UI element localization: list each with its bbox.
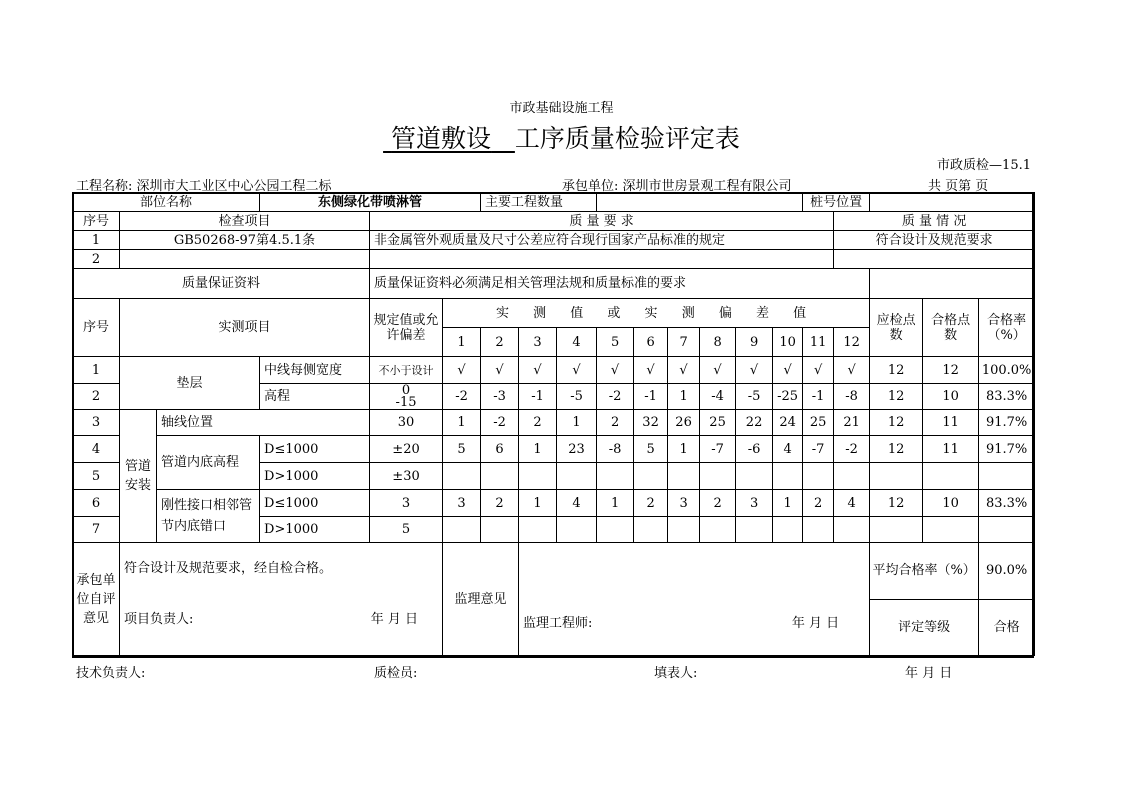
measured-value: 32	[634, 410, 668, 436]
measured-value: 25	[803, 410, 834, 436]
measured-value	[443, 463, 481, 490]
contractor-opinion-date: 年 月 日	[370, 612, 419, 627]
measured-value: 25	[700, 410, 736, 436]
measured-value	[557, 517, 597, 543]
col-number: 1	[443, 328, 481, 357]
footer-qc: 质检员:	[374, 666, 418, 681]
doc-req: 质量保证资料必须满足相关管理法规和质量标准的要求	[370, 269, 870, 299]
col-no: 序号	[73, 212, 120, 231]
col-quality-req: 质 量 要 求	[370, 212, 834, 231]
contractor-opinion	[120, 543, 443, 656]
measured-value	[519, 517, 557, 543]
measure-no: 4	[73, 436, 120, 463]
measured-value: √	[668, 357, 700, 384]
measure-subitem: 刚性接口相邻管节内底错口	[157, 490, 260, 543]
col-number: 4	[557, 328, 597, 357]
quantity-value[interactable]	[597, 193, 803, 212]
grade-value: 合格	[979, 599, 1035, 656]
col-number: 6	[634, 328, 668, 357]
measured-value: 1	[773, 490, 803, 517]
measured-value: -8	[834, 384, 870, 410]
col-tolerance: 规定值或允许偏差	[370, 299, 443, 357]
measured-value	[481, 463, 519, 490]
measure-condition: D≤1000	[260, 490, 370, 517]
col-check-item: 检查项目	[120, 212, 370, 231]
should-check-count: 12	[870, 410, 923, 436]
measured-value: 1	[519, 490, 557, 517]
check-row	[73, 231, 1035, 250]
measured-value: -2	[481, 410, 519, 436]
col-number: 9	[736, 328, 773, 357]
avg-pass-rate-label: 平均合格率（%）	[870, 543, 979, 600]
check-status: 符合设计及规范要求	[834, 231, 1035, 250]
measured-value: √	[736, 357, 773, 384]
measured-value: 2	[481, 490, 519, 517]
pass-count: 11	[923, 410, 979, 436]
measure-tolerance: ±20	[370, 436, 443, 463]
check-no: 1	[73, 231, 120, 250]
measured-value: 3	[443, 490, 481, 517]
measure-tolerance: 5	[370, 517, 443, 543]
measure-condition: D>1000	[260, 517, 370, 543]
measured-value: 26	[668, 410, 700, 436]
measured-value: 24	[773, 410, 803, 436]
measure-row	[73, 436, 1035, 463]
measured-value: √	[834, 357, 870, 384]
measure-condition: D>1000	[260, 463, 370, 490]
measured-value: √	[803, 357, 834, 384]
footer-tech-lead: 技术负责人:	[76, 666, 146, 681]
measured-value	[519, 463, 557, 490]
measured-value: √	[557, 357, 597, 384]
avg-pass-rate-value: 90.0%	[979, 543, 1035, 600]
contractor-opinion-text: 符合设计及规范要求，经自检合格。	[124, 561, 333, 576]
col-number: 5	[597, 328, 634, 357]
measure-row	[73, 490, 1035, 517]
footer-date: 年 月 日	[905, 666, 953, 681]
pass-count: 12	[923, 357, 979, 384]
supervisor-opinion-date: 年 月 日	[791, 616, 840, 631]
measured-value: 1	[668, 436, 700, 463]
col-pass-rate: 合格率（%）	[979, 299, 1035, 357]
pass-count: 11	[923, 436, 979, 463]
measured-value: √	[700, 357, 736, 384]
measured-value: -2	[443, 384, 481, 410]
measured-value: 4	[834, 490, 870, 517]
pass-count	[923, 463, 979, 490]
contractor-opinion-label: 承包单位自评意见	[73, 543, 120, 656]
measured-value: √	[443, 357, 481, 384]
supervisor-opinion-label: 监理意见	[443, 543, 519, 656]
doc-label: 质量保证资料	[73, 269, 370, 299]
measure-subitem: 高程	[260, 384, 370, 410]
grade-label: 评定等级	[870, 599, 979, 656]
measured-value: 1	[557, 410, 597, 436]
measured-value: 1	[668, 384, 700, 410]
measured-value: -7	[803, 436, 834, 463]
measured-value: 1	[443, 410, 481, 436]
measure-condition: D≤1000	[260, 436, 370, 463]
part-value: 东侧绿化带喷淋管	[260, 193, 481, 212]
stake-label: 桩号位置	[803, 193, 870, 212]
measured-value	[668, 463, 700, 490]
should-check-count: 12	[870, 436, 923, 463]
measure-tolerance: 3	[370, 490, 443, 517]
measured-value	[834, 463, 870, 490]
measured-value: 23	[557, 436, 597, 463]
col-number: 10	[773, 328, 803, 357]
contractor-name: 承包单位: 深圳市世房景观工程有限公司	[562, 179, 792, 194]
col-measure-item: 实测项目	[120, 299, 370, 357]
check-no: 2	[73, 250, 120, 269]
measured-value: 2	[700, 490, 736, 517]
measured-value	[597, 463, 634, 490]
measure-row	[73, 410, 1035, 436]
measured-value	[803, 517, 834, 543]
col-pass-count: 合格点数	[923, 299, 979, 357]
measure-tolerance: 0 -15	[370, 384, 443, 410]
measured-value	[597, 517, 634, 543]
measured-value	[634, 517, 668, 543]
measured-value: √	[597, 357, 634, 384]
part-label: 部位名称	[73, 193, 260, 212]
pass-rate: 83.3%	[979, 490, 1035, 517]
measured-value: 2	[519, 410, 557, 436]
group-install: 管道安装	[120, 410, 157, 543]
col-number: 7	[668, 328, 700, 357]
measured-value: 3	[668, 490, 700, 517]
pass-rate: 100.0%	[979, 357, 1035, 384]
measured-value: -7	[700, 436, 736, 463]
measured-value: 6	[481, 436, 519, 463]
measured-value: -6	[736, 436, 773, 463]
measured-value: 2	[634, 490, 668, 517]
measured-value: 2	[803, 490, 834, 517]
inspection-table	[72, 192, 1035, 656]
measured-value: 2	[597, 410, 634, 436]
measured-value	[481, 517, 519, 543]
col-number: 8	[700, 328, 736, 357]
col-number: 12	[834, 328, 870, 357]
col-should-check: 应检点数	[870, 299, 923, 357]
col-quality-status: 质 量 情 况	[834, 212, 1035, 231]
should-check-count	[870, 517, 923, 543]
check-status[interactable]	[834, 250, 1035, 269]
doc-status[interactable]	[870, 269, 1035, 299]
measured-value: -1	[803, 384, 834, 410]
measured-value	[634, 463, 668, 490]
measured-value: 22	[736, 410, 773, 436]
measured-value: 3	[736, 490, 773, 517]
should-check-count	[870, 463, 923, 490]
should-check-count: 12	[870, 490, 923, 517]
check-item: GB50268-97第4.5.1条	[120, 231, 370, 250]
check-item[interactable]	[120, 250, 370, 269]
measured-value: -2	[834, 436, 870, 463]
pass-rate	[979, 463, 1035, 490]
measured-value: -5	[736, 384, 773, 410]
measured-value	[557, 463, 597, 490]
measured-value	[443, 517, 481, 543]
pass-count: 10	[923, 490, 979, 517]
super-title: 市政基础设施工程	[509, 101, 614, 116]
project-name: 工程名称: 深圳市大工业区中心公园工程二标	[76, 179, 332, 194]
measure-no: 1	[73, 357, 120, 384]
should-check-count: 12	[870, 357, 923, 384]
measured-value	[668, 517, 700, 543]
measured-value	[773, 517, 803, 543]
measure-tolerance: 不小于设计	[370, 357, 443, 384]
pass-rate: 91.7%	[979, 410, 1035, 436]
measure-subitem: 中线每侧宽度	[260, 357, 370, 384]
check-row	[73, 250, 1035, 269]
measure-no: 7	[73, 517, 120, 543]
pass-rate: 91.7%	[979, 436, 1035, 463]
form-code: 市政质检—15.1	[937, 158, 1031, 173]
measured-value	[736, 517, 773, 543]
footer-filler: 填表人:	[654, 666, 698, 681]
measured-value: -2	[597, 384, 634, 410]
measure-tolerance: 30	[370, 410, 443, 436]
group-cushion: 垫层	[120, 357, 260, 410]
project-manager-label: 项目负责人:	[124, 612, 194, 627]
measured-value	[803, 463, 834, 490]
measured-value: 5	[634, 436, 668, 463]
col-number: 2	[481, 328, 519, 357]
measured-value: 4	[557, 490, 597, 517]
measured-value	[773, 463, 803, 490]
measure-no: 2	[73, 384, 120, 410]
col-number: 3	[519, 328, 557, 357]
measured-value: 21	[834, 410, 870, 436]
measure-no: 6	[73, 490, 120, 517]
pass-rate	[979, 517, 1035, 543]
measured-value: 1	[519, 436, 557, 463]
stake-value[interactable]	[870, 193, 1035, 212]
measure-tolerance: ±30	[370, 463, 443, 490]
measured-value: -8	[597, 436, 634, 463]
measured-value	[700, 517, 736, 543]
measure-no: 3	[73, 410, 120, 436]
measured-value: -3	[481, 384, 519, 410]
measured-value: √	[773, 357, 803, 384]
measured-value	[736, 463, 773, 490]
measured-value: 5	[443, 436, 481, 463]
quantity-label: 主要工程数量	[481, 193, 597, 212]
pass-count	[923, 517, 979, 543]
check-req: 非金属管外观质量及尺寸公差应符合现行国家产品标准的规定	[370, 231, 834, 250]
supervisor-opinion[interactable]	[519, 543, 870, 656]
supervisor-engineer-label: 监理工程师:	[523, 616, 593, 631]
measured-value: -5	[557, 384, 597, 410]
col-measure-no: 序号	[73, 299, 120, 357]
measured-value: 4	[773, 436, 803, 463]
measured-value: √	[634, 357, 668, 384]
measured-value: -4	[700, 384, 736, 410]
measure-no: 5	[73, 463, 120, 490]
pass-rate: 83.3%	[979, 384, 1035, 410]
measure-subitem: 管道内底高程	[157, 436, 260, 490]
measured-value: 1	[597, 490, 634, 517]
page-info: 共 页第 页	[928, 179, 989, 194]
col-number: 11	[803, 328, 834, 357]
measured-value: √	[519, 357, 557, 384]
measured-value	[700, 463, 736, 490]
measured-value: √	[481, 357, 519, 384]
measured-value: -25	[773, 384, 803, 410]
check-req[interactable]	[370, 250, 834, 269]
measured-value: -1	[634, 384, 668, 410]
measure-row	[73, 357, 1035, 384]
measure-subitem: 轴线位置	[157, 410, 370, 436]
page-title: 管道敷设 工序质量检验评定表	[391, 124, 740, 153]
measured-value	[834, 517, 870, 543]
should-check-count: 12	[870, 384, 923, 410]
col-measured-values: 实 测 值 或 实 测 偏 差 值	[443, 299, 870, 328]
pass-count: 10	[923, 384, 979, 410]
measured-value: -1	[519, 384, 557, 410]
